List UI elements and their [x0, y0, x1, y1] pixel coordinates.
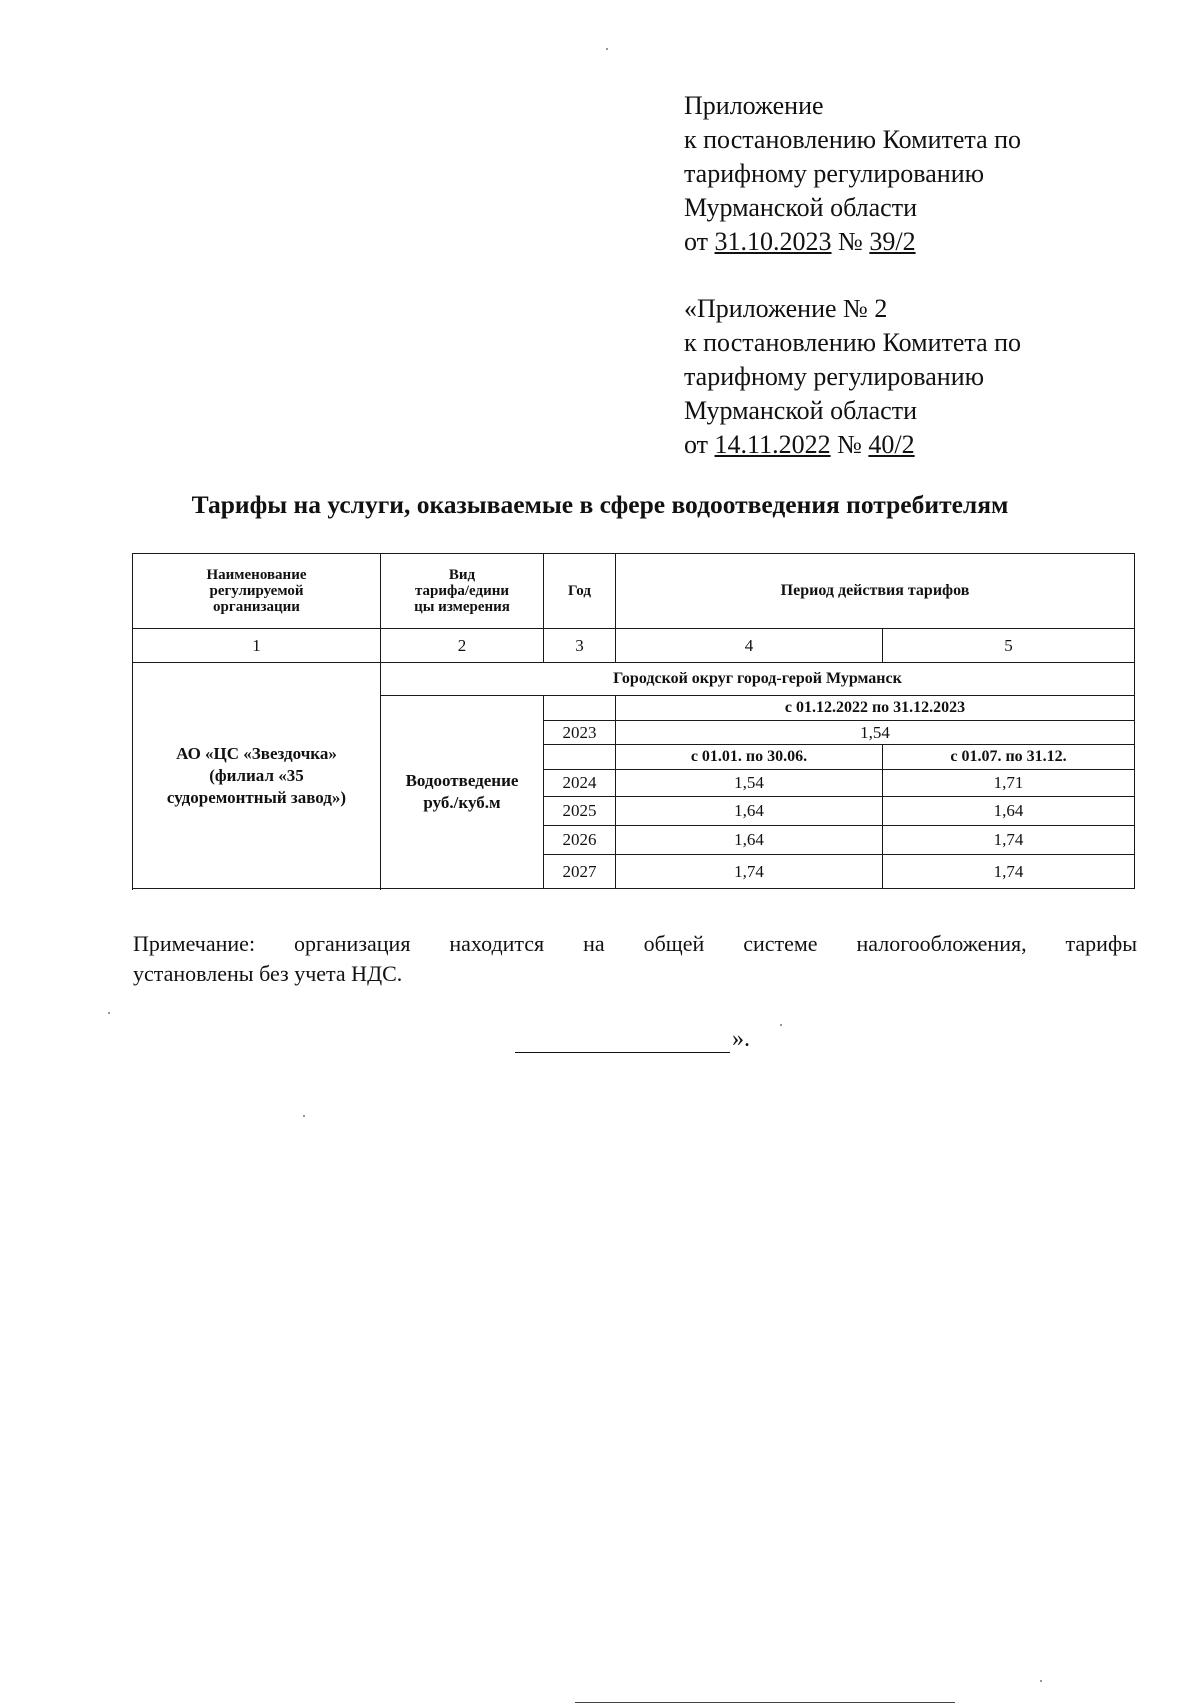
year-cell: 2025 [544, 797, 616, 826]
appendix-1-number: 39/2 [869, 227, 916, 256]
appendix-2-date: 14.11.2022 [714, 430, 831, 459]
header-org [133, 554, 381, 629]
header-period: Период действия тарифов [616, 554, 1135, 629]
appendix-2-number: 40/2 [868, 430, 915, 459]
note-line-1: Примечание: организация находится на общей системе налогообложения, тарифы [133, 931, 1137, 956]
value-h1-cell: 1,64 [616, 826, 883, 855]
scan-speck [108, 1012, 110, 1014]
value-h1-cell: 1,64 [616, 797, 883, 826]
value-h2-cell: 1,71 [883, 770, 1135, 797]
header-tariff-line-3: цы измерения [414, 599, 510, 615]
col-number-4: 4 [616, 629, 883, 663]
year-cell: 2023 [544, 721, 616, 745]
appendix-2-line-4: Мурманской области [684, 396, 917, 425]
appendix-1-line-1: Приложение [684, 91, 824, 120]
appendix-2-line-3: тарифному регулированию [684, 362, 985, 391]
organization-line-2: (филиал «35 [209, 765, 304, 785]
value-h2-cell: 1,74 [883, 826, 1135, 855]
year-empty-cell [544, 696, 616, 721]
scan-speck [1040, 1680, 1042, 1682]
appendix-1-date-line [684, 225, 1021, 259]
appendix-1-date: 31.10.2023 [714, 227, 832, 256]
appendix-header-2 [684, 292, 1021, 462]
organization-line-1: АО «ЦС «Звездочка» [176, 743, 337, 763]
region-cell: Городской округ город-герой Мурманск [381, 663, 1135, 696]
value-h1-cell: 1,74 [616, 855, 883, 889]
bottom-edge-rule [575, 1702, 955, 1703]
col-number-3: 3 [544, 629, 616, 663]
scan-speck [303, 1115, 305, 1117]
appendix-2-line-1: «Приложение № 2 [684, 294, 888, 323]
header-org-line-2: регулируемой [209, 583, 304, 599]
appendix-2-line-2: к постановлению Комитета по [684, 328, 1022, 357]
note-line-2: установлены без учета НДС. [133, 961, 403, 986]
region-row [133, 663, 1135, 696]
half-2-cell: с 01.07. по 31.12. [883, 745, 1135, 770]
table-header-row [133, 554, 1135, 629]
appendix-1-number-prefix: № [831, 227, 870, 256]
header-org-line-1: Наименование [206, 567, 307, 583]
value-h2-cell: 1,64 [883, 797, 1135, 826]
appendix-1-line-2: к постановлению Комитета по [684, 125, 1022, 154]
year-cell: 2026 [544, 826, 616, 855]
tariff-type-cell [381, 696, 544, 889]
header-tariff-line-1: Вид [448, 567, 476, 583]
value-h1-cell: 1,54 [616, 770, 883, 797]
value-2023-cell: 1,54 [616, 721, 1135, 745]
col-number-1: 1 [133, 629, 381, 663]
header-tariff [381, 554, 544, 629]
document-title: Тарифы на услуги, оказываемые в сфере водоотведения потребителям [191, 490, 1009, 519]
value-h2-cell: 1,74 [883, 855, 1135, 889]
tariff-type-line-2: руб./куб.м [423, 793, 501, 812]
year-cell: 2027 [544, 855, 616, 889]
header-org-line-3: организации [213, 599, 300, 615]
appendix-2-number-prefix: № [830, 430, 869, 459]
organization-cell [133, 663, 381, 889]
year-empty-cell [544, 745, 616, 770]
period-2023-cell: с 01.12.2022 по 31.12.2023 [616, 696, 1135, 721]
appendix-header-1 [684, 89, 1021, 259]
closing-quote: ». [732, 1026, 750, 1052]
header-year: Год [544, 554, 616, 629]
half-1-cell: с 01.01. по 30.06. [616, 745, 883, 770]
appendix-2-date-prefix: от [684, 430, 715, 459]
appendix-2-date-line [684, 428, 1021, 462]
header-tariff-line-2: тарифа/едини [414, 583, 510, 599]
closing-underline [515, 1052, 730, 1053]
appendix-1-line-3: тарифному регулированию [684, 159, 985, 188]
col-number-2: 2 [381, 629, 544, 663]
scan-speck [780, 1024, 782, 1026]
scan-speck [606, 48, 608, 50]
note-paragraph [133, 929, 1137, 989]
tariff-type-line-1: Водоотведение [405, 771, 519, 790]
appendix-1-line-4: Мурманской области [684, 193, 917, 222]
tariff-table [132, 553, 1135, 889]
column-numbers-row [133, 629, 1135, 663]
col-number-5: 5 [883, 629, 1135, 663]
appendix-1-date-prefix: от [684, 227, 715, 256]
organization-line-3: судоремонтный завод») [166, 787, 347, 807]
year-cell: 2024 [544, 770, 616, 797]
